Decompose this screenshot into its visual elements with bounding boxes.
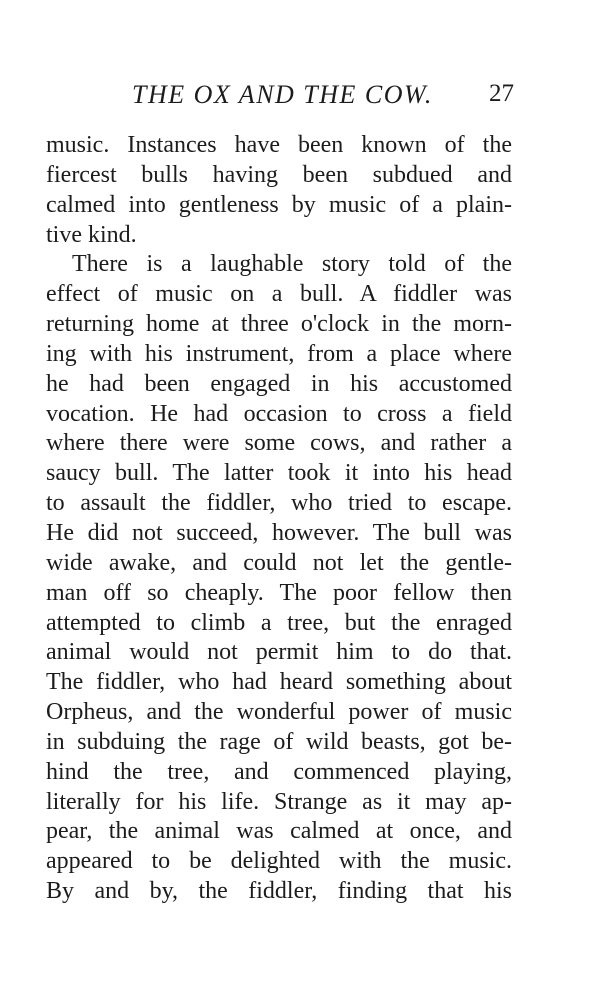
text-line: to assault the fiddler, who tried to escape.: [46, 490, 512, 517]
text-line: where there were some cows, and rather a: [46, 430, 512, 457]
text-line: There is a laughable story told of the: [72, 251, 512, 278]
body-text: [46, 131, 512, 907]
text-line: pear, the animal was calmed at once, and: [46, 818, 512, 845]
text-line: effect of music on a bull. A fiddler was: [46, 281, 512, 308]
text-line: wide awake, and could not let the gentle-: [46, 549, 512, 576]
running-title: THE OX AND THE COW.: [132, 80, 433, 109]
text-line: calmed into gentleness by music of a plain-: [46, 191, 512, 218]
page-number: 27: [489, 80, 514, 107]
running-head: [44, 80, 514, 114]
text-line: man off so cheaply. The poor fellow then: [46, 579, 512, 606]
text-line: tive kind.: [46, 221, 137, 248]
text-line: Orpheus, and the wonderful power of music: [46, 699, 512, 726]
text-line: vocation. He had occasion to cross a field: [46, 400, 512, 427]
text-line: hind the tree, and commenced playing,: [46, 758, 512, 785]
text-line: animal would not permit him to do that.: [46, 639, 512, 666]
text-line: music. Instances have been known of the: [46, 132, 512, 158]
text-line: appeared to be delighted with the music.: [46, 848, 512, 875]
text-line: saucy bull. The latter took it into his head: [46, 460, 512, 487]
text-line: fiercest bulls having been subdued and: [46, 161, 512, 188]
text-line: The fiddler, who had heard something about: [46, 669, 512, 696]
text-line: attempted to climb a tree, but the enraged: [46, 609, 512, 636]
text-line: returning home at three o'clock in the morn-: [46, 311, 512, 338]
text-line: in subduing the rage of wild beasts, got be-: [46, 728, 512, 755]
text-line: By and by, the fiddler, finding that his: [46, 878, 512, 905]
text-line: he had been engaged in his accustomed: [46, 370, 512, 397]
text-line: He did not succeed, however. The bull was: [46, 519, 512, 546]
text-line: ing with his instrument, from a place where: [46, 340, 512, 367]
text-line: literally for his life. Strange as it may ap-: [46, 788, 512, 815]
